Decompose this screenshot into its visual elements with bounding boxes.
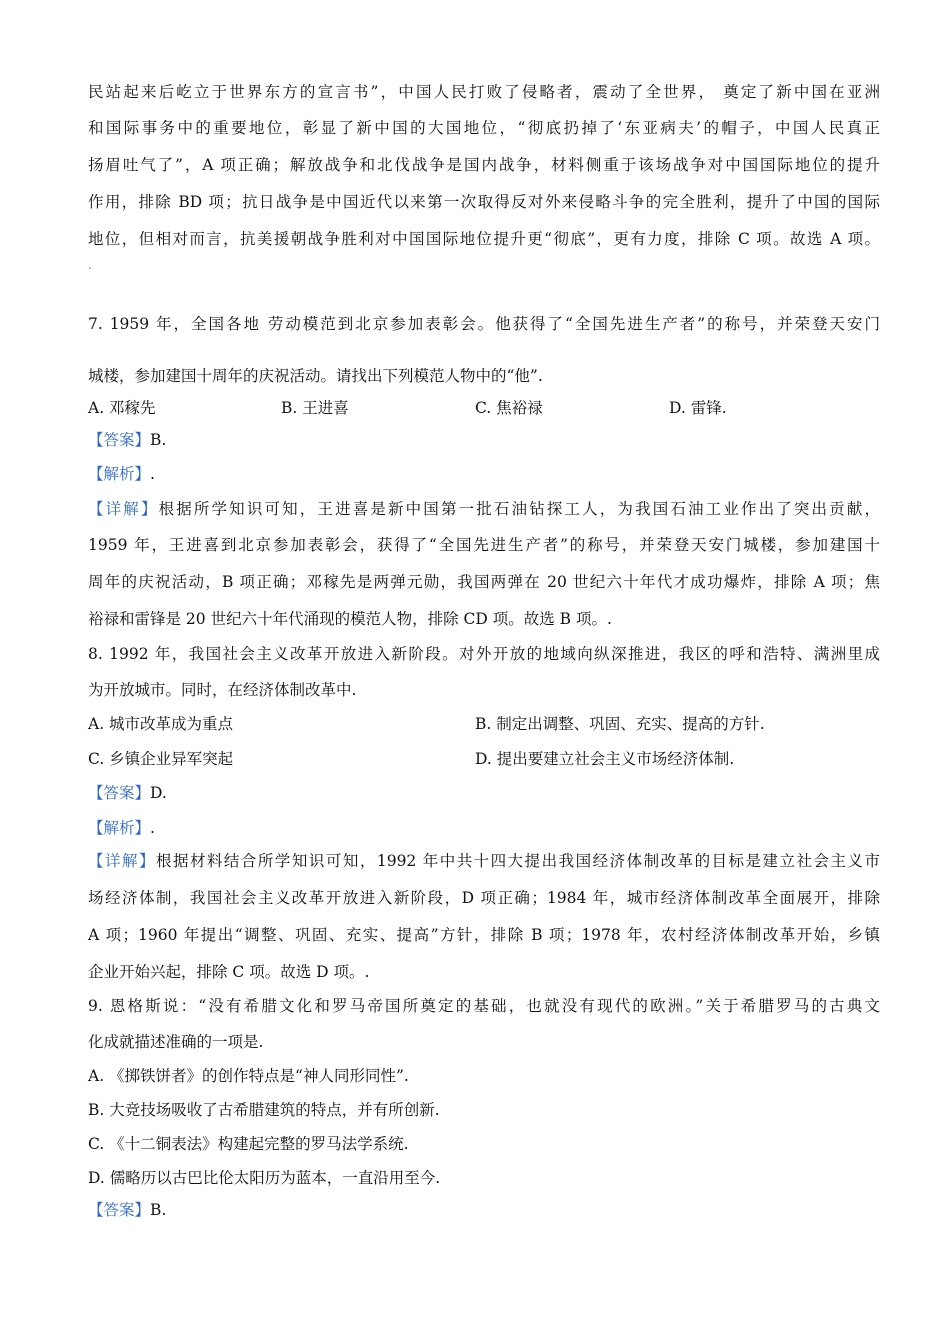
answer-tag: 【答案】: [88, 784, 151, 802]
analysis-value: .: [150, 465, 155, 483]
answer-tag: 【答案】: [88, 431, 151, 449]
detail-line: 裕禄和雷锋是 20 世纪六十年代涌现的模范人物，排除 CD 项。故选 B 项。.: [88, 610, 612, 628]
detail-line: [88, 499, 880, 519]
analysis-tag: 【解析】: [88, 819, 151, 837]
option-b: B. 王进喜: [281, 399, 349, 417]
answer-tag: 【答案】: [88, 1201, 151, 1219]
detail-line: 场经济体制，我国社会主义改革开放进入新阶段，D 项正确；1984 年，城市经济体制改革全面展开，排除: [88, 889, 880, 907]
option-c: C. 焦裕禄: [475, 399, 543, 417]
analysis-value: .: [150, 819, 155, 837]
question-stem: 化成就描述准确的一项是.: [88, 1033, 264, 1051]
analysis-line: [88, 818, 880, 838]
detail-line: A 项；1960 年提出“调整、巩固、充实、提高”方针，排除 B 项；1978 年，农村经济体制改革开始，乡镇: [88, 926, 880, 944]
paragraph-line: 地位，但相对而言，抗美援朝战争胜利对中国国际地位提升更“彻底”，更有力度，排除 C 项。故选 A 项。: [88, 230, 880, 248]
paragraph-line: 扬眉吐气了”，A 项正确；解放战争和北伐战争是国内战争，材料侧重于该场战争对中国国际地位的提升: [88, 156, 880, 174]
option-a: A. 邓稼先: [88, 399, 156, 417]
option-d: D. 提出要建立社会主义市场经济体制.: [475, 750, 735, 768]
option-a: A. 《掷铁饼者》的创作特点是“神人同形同性”.: [88, 1067, 409, 1085]
detail-line: 周年的庆祝活动，B 项正确；邓稼先是两弹元勋，我国两弹在 20 世纪六十年代才成功爆炸，排除 A 项；焦: [88, 573, 880, 591]
question-stem: 7. 1959 年，全国各地 劳动模范到北京参加表彰会。他获得了“全国先进生产者”的称号，并荣登天安门: [88, 315, 880, 333]
option-c: C. 《十二铜表法》构建起完整的罗马法学系统.: [88, 1135, 409, 1153]
paragraph-line: 民站起来后屹立于世界东方的宣言书”，中国人民打败了侵略者，震动了全世界， 奠定了新中国在亚洲: [88, 83, 880, 101]
detail-line: [88, 851, 880, 871]
detail-line: 1959 年，王进喜到北京参加表彰会，获得了“全国先进生产者”的称号，并荣登天安门城楼，参加建国十: [88, 536, 880, 554]
option-a: A. 城市改革成为重点: [88, 715, 234, 733]
option-c: C. 乡镇企业异军突起: [88, 750, 234, 768]
paragraph-line: 和国际事务中的重要地位，彰显了新中国的大国地位，“彻底扔掉了‘东亚病夫’的帽子，中国人民真正: [88, 119, 880, 137]
answer-line: [88, 1200, 880, 1220]
analysis-tag: 【解析】: [88, 465, 151, 483]
answer-value: B.: [150, 1201, 167, 1219]
question-stem: 城楼，参加建国十周年的庆祝活动。请找出下列模范人物中的“他”.: [88, 367, 543, 385]
option-d: D. 雷锋.: [669, 399, 727, 417]
option-b: B. 大竞技场吸收了古希腊建筑的特点，并有所创新.: [88, 1101, 440, 1119]
option-d: D. 儒略历以古巴比伦太阳历为蓝本，一直沿用至今.: [88, 1169, 441, 1187]
answer-line: [88, 430, 880, 450]
paragraph-line: 作用，排除 BD 项；抗日战争是中国近代以来第一次取得反对外来侵略斗争的完全胜利，提升了中国的国际: [88, 193, 880, 211]
answer-value: D.: [150, 784, 167, 802]
question-stem: 9. 恩格斯说：“没有希腊文化和罗马帝国所奠定的基础，也就没有现代的欧洲。”关于希腊罗马的古典文: [88, 997, 880, 1015]
question-stem: 8. 1992 年，我国社会主义改革开放进入新阶段。对外开放的地域向纵深推进，我区的呼和浩特、满洲里成: [88, 645, 880, 663]
paragraph-mark: .: [88, 258, 92, 272]
detail-text: 根据所学知识可知，王进喜是新中国第一批石油钻探工人，为我国石油工业作出了突出贡献，: [158, 500, 880, 518]
detail-line: 企业开始兴起，排除 C 项。故选 D 项。.: [88, 963, 370, 981]
detail-tag: 【详解】: [88, 500, 159, 518]
answer-value: B.: [150, 431, 167, 449]
analysis-line: [88, 464, 880, 484]
option-b: B. 制定出调整、巩固、充实、提高的方针.: [475, 715, 765, 733]
answer-line: [88, 783, 880, 803]
question-stem: 为开放城市。同时，在经济体制改革中.: [88, 681, 357, 699]
detail-text: 根据材料结合所学知识可知，1992 年中共十四大提出我国经济体制改革的目标是建立社会主义市: [155, 852, 880, 870]
detail-tag: 【详解】: [88, 852, 156, 870]
